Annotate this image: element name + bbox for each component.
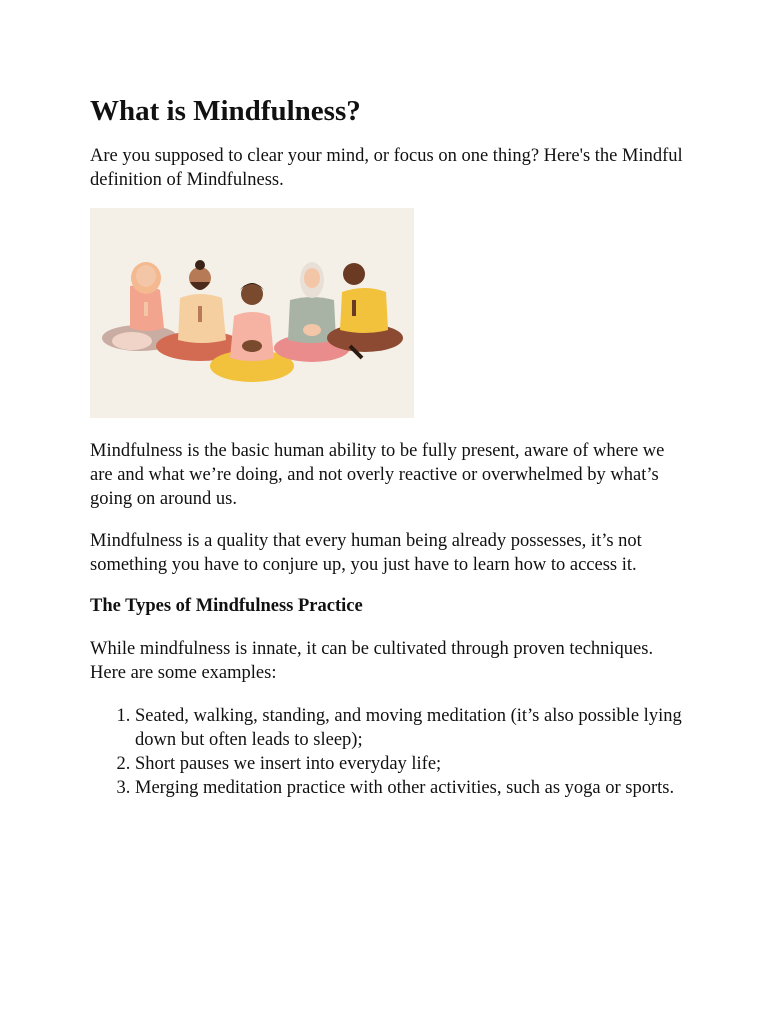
list-item: 2. Short pauses we insert into everyday life; <box>135 752 690 776</box>
paragraph-lead-in: While mindfulness is innate, it can be cultivated through proven techniques. Here are some examples: <box>90 639 654 683</box>
section-heading: The Types of Mindfulness Practice <box>90 596 363 616</box>
paragraph-definition: Mindfulness is the basic human ability to be fully present, aware of where we are and what we’re doing, and not overly reactive or overwhelmed by what’s going on around us. <box>90 441 665 509</box>
examples-list <box>90 704 690 800</box>
list-item: 1. Seated, walking, standing, and moving meditation (it’s also possible lying down but often leads to sleep); <box>135 704 690 752</box>
article <box>90 92 690 800</box>
meditating-group-illustration <box>90 208 414 418</box>
list-item: 3. Merging meditation practice with other activities, such as yoga or sports. <box>135 776 690 800</box>
page-title: What is Mindfulness? <box>90 95 361 127</box>
intro-paragraph: Are you supposed to clear your mind, or focus on one thing? Here's the Mindful definition of Mindfulness. <box>90 146 683 190</box>
paragraph-quality: Mindfulness is a quality that every human being already possesses, it’s not something you have to conjure up, you just have to learn how to access it. <box>90 531 642 575</box>
